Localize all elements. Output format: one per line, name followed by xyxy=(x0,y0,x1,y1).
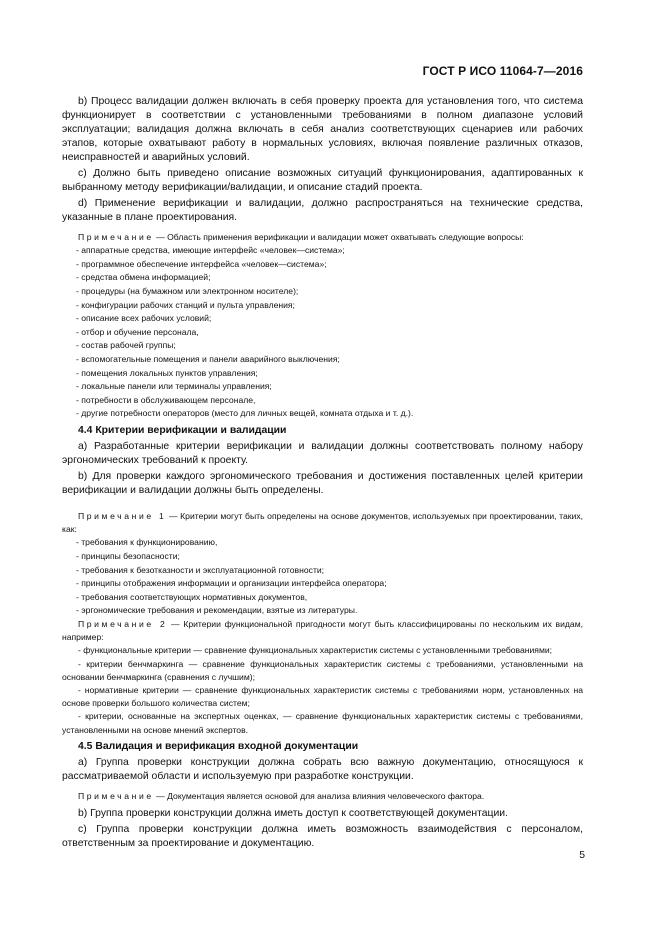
list-item: - критерии бенчмаркинга — сравнение функциональных характеристик системы с требованиями, установленными на основании бенчмаркинга (сравнения с лучшим); xyxy=(62,658,583,682)
note-label: Примечание xyxy=(78,790,154,801)
list-item: - функциональные критерии — сравнение функциональных характеристик системы с установленными требованиями; xyxy=(78,645,553,656)
paragraph-4-5-b: b) Группа проверки конструкции должна иметь доступ к соответствующей документации. xyxy=(78,807,508,819)
list-item: - локальные панели или терминалы управления; xyxy=(76,381,272,392)
list-item: - аппаратные средства, имеющие интерфейс «человек—система»; xyxy=(76,245,345,256)
list-item: - помещения локальных пунктов управления; xyxy=(76,367,258,378)
list-item: - описание всех рабочих условий; xyxy=(76,313,212,324)
list-item: - средства обмена информацией; xyxy=(76,272,211,283)
list-item: - вспомогательные помещения и панели аварийного выключения; xyxy=(76,353,340,364)
list-item: - требования к безотказности и эксплуатационной готовности; xyxy=(76,564,325,575)
note-text: — Область применения верификации и валидации может охватывать следующие вопросы: xyxy=(153,232,524,242)
note-label: Примечание 1 xyxy=(78,510,167,521)
list-item: - конфигурации рабочих станций и пульта управления; xyxy=(76,299,295,310)
note-text: — Документация является основой для анализа влияния человеческого фактора. xyxy=(153,790,485,801)
note-text: — Критерии функциональной пригодности могут быть классифицированы по нескольким их видам, например: xyxy=(62,618,583,643)
list-item: - принципы безопасности; xyxy=(76,550,180,561)
list-item: - процедуры (на бумажном или электронном носителе); xyxy=(76,285,299,296)
list-item: - требования к функционированию, xyxy=(76,537,218,548)
page-content xyxy=(62,95,583,853)
list-item: - критерии, основанные на экспертных оценках, — сравнение функциональных характеристик системы с требованиями, установленными на основе мнений экспертов. xyxy=(62,711,583,735)
note-label: Примечание xyxy=(78,232,154,242)
document-code: ГОСТ Р ИСО 11064-7—2016 xyxy=(422,64,583,78)
paragraph-c: c) Должно быть приведено описание возможных ситуаций функционирования, адаптированных к выбранному методу верификации/валидации, и описание стадий проекта. xyxy=(62,168,583,193)
note-label: Примечание 2 xyxy=(78,618,168,629)
paragraph-4-5-c: c) Группа проверки конструкции должна иметь возможность взаимодействия с персоналом, ответственным за проектирование и документацию. xyxy=(62,823,583,849)
list-item: - требования соответствующих нормативных документов, xyxy=(76,591,308,602)
list-item: - эргономические требования и рекомендации, взятые из литературы. xyxy=(76,605,358,616)
list-item: - состав рабочей группы; xyxy=(76,340,176,351)
paragraph-4-4-b: b) Для проверки каждого эргономического требования и достижения поставленных целей критерии верификации и валидации должны быть определены. xyxy=(62,470,583,496)
list-item: - нормативные критерии — сравнение функциональных характеристик системы с требованиями норм, установленных на основе проверки большого количества систем; xyxy=(62,684,583,709)
paragraph-b: b) Процесс валидации должен включать в себя проверку проекта для установления того, что система функционирует в соответствии с установленными требованиями в полном диапазоне условий эксплуатации; валидация должна включать в себя анализ соответствующих сценариев или рабочих этапов, которые охватывают работу в нормальных условиях, включая появление различных отказов, неисправностей и аварийных условий. xyxy=(62,96,583,163)
section-heading-4-5: 4.5 Валидация и верификация входной документации xyxy=(78,740,359,752)
list-item: - другие потребности операторов (место для личных вещей, комната отдыха и т. д.). xyxy=(76,408,414,419)
list-item: - отбор и обучение персонала, xyxy=(76,326,199,337)
note-criteria-1 xyxy=(62,510,583,536)
list-item: - потребности в обслуживающем персонале, xyxy=(76,394,256,405)
note-scope xyxy=(62,231,583,244)
section-heading-4-4: 4.4 Критерии верификации и валидации xyxy=(78,424,287,436)
paragraph-4-4-a: a) Разработанные критерии верификации и валидации должны соответствовать полному набору эргономических требований к проекту. xyxy=(62,440,583,466)
paragraph-4-5-a: a) Группа проверки конструкции должна собрать всю важную документацию, относящуюся к рассматриваемой области и используемую при разработке конструкции. xyxy=(62,756,583,782)
paragraph-d: d) Применение верификации и валидации, должно распространяться на технические средства, указанные в плане проектирования. xyxy=(62,198,583,223)
note-text: — Критерии могут быть определены на основе документов, используемых при проектировании, таких, как: xyxy=(62,510,584,535)
note-criteria-2 xyxy=(62,618,583,644)
note-documentation xyxy=(62,790,583,803)
page-number: 5 xyxy=(579,850,585,861)
list-item: - программное обеспечение интерфейса «человек—система»; xyxy=(76,258,327,269)
list-item: - принципы отображения информации и организации интерфейса оператора; xyxy=(76,578,387,589)
